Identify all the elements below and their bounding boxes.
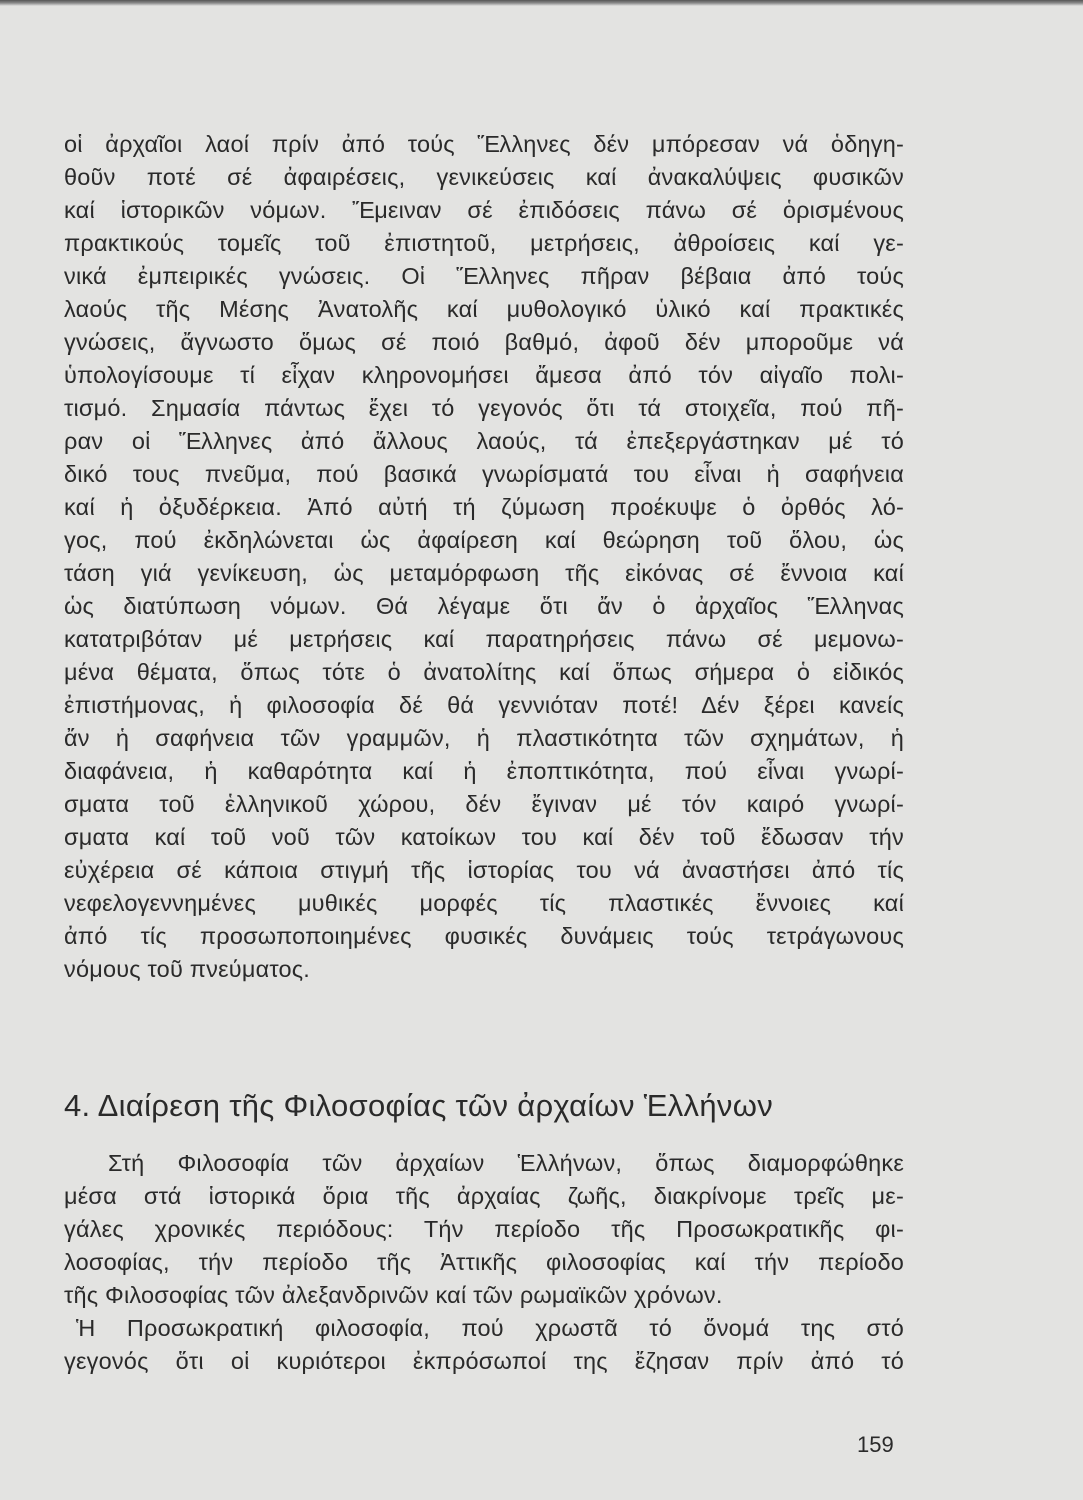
- text-line: οἱ ἀρχαῖοι λαοί πρίν ἀπό τούς Ἕλληνες δέν μπόρεσαν νά ὁδηγη-: [64, 131, 904, 157]
- scan-top-edge: [0, 0, 1083, 6]
- text-line: θοῦν ποτέ σέ ἀφαιρέσεις, γενικεύσεις καί ἀνακαλύψεις φυσικῶν: [64, 164, 904, 190]
- text-line: νικά ἐμπειρικές γνώσεις. Οἱ Ἕλληνες πῆραν βέβαια ἀπό τούς: [64, 263, 904, 289]
- text-line: ἐπιστήμονας, ἡ φιλοσοφία δέ θά γεννιόταν ποτέ! Δέν ξέρει κανείς: [64, 692, 904, 718]
- text-line: δικό τους πνεῦμα, πού βασικά γνωρίσματά του εἶναι ἡ σαφήνεια: [64, 461, 904, 487]
- text-line: καί ἱστορικῶν νόμων. Ἔμειναν σέ ἐπιδόσεις πάνω σέ ὁρισμένους: [64, 197, 904, 223]
- text-line: νεφελογεννημένες μυθικές μορφές τίς πλαστικές ἔννοιες καί: [64, 890, 904, 916]
- text-line: γάλες χρονικές περιόδους: Τήν περίοδο τῆς Προσωκρατικῆς φι-: [64, 1216, 904, 1242]
- text-line: Στή Φιλοσοφία τῶν ἀρχαίων Ἑλλήνων, ὅπως διαμορφώθηκε: [108, 1150, 904, 1176]
- text-line: ραν οἱ Ἕλληνες ἀπό ἄλλους λαούς, τά ἐπεξεργάστηκαν μέ τό: [64, 428, 904, 454]
- page-number: 159: [857, 1432, 894, 1457]
- text-line: ἄν ἡ σαφήνεια τῶν γραμμῶν, ἡ πλαστικότητα τῶν σχημάτων, ἡ: [64, 725, 904, 751]
- section-heading: 4. Διαίρεση τῆς Φιλοσοφίας τῶν ἀρχαίων Ἑλλήνων: [64, 1088, 773, 1123]
- text-line: ὑπολογίσουμε τί εἶχαν κληρονομήσει ἄμεσα ἀπό τόν αἰγαῖο πολι-: [64, 362, 904, 388]
- text-line: Ἡ Προσωκρατική φιλοσοφία, πού χρωστᾶ τό ὄνομά της στό: [76, 1315, 904, 1341]
- text-line: καί ἡ ὀξυδέρκεια. Ἀπό αὐτή τή ζύμωση προέκυψε ὁ ὀρθός λό-: [64, 494, 904, 520]
- text-line: κατατριβόταν μέ μετρήσεις καί παρατηρήσεις πάνω σέ μεμονω-: [64, 626, 904, 652]
- text-line: πρακτικούς τομεῖς τοῦ ἐπιστητοῦ, μετρήσεις, ἀθροίσεις καί γε-: [64, 230, 904, 256]
- text-line: γεγονός ὅτι οἱ κυριότεροι ἐκπρόσωποί της ἔζησαν πρίν ἀπό τό: [64, 1348, 904, 1374]
- text-line: λαούς τῆς Μέσης Ἀνατολῆς καί μυθολογικό ὑλικό καί πρακτικές: [64, 296, 904, 322]
- text-line: τισμό. Σημασία πάντως ἔχει τό γεγονός ὅτι τά στοιχεῖα, πού πῆ-: [64, 395, 904, 421]
- text-line: σματα τοῦ ἑλληνικοῦ χώρου, δέν ἔγιναν μέ τόν καιρό γνωρί-: [64, 791, 904, 817]
- text-line: ὡς διατύπωση νόμων. Θά λέγαμε ὅτι ἄν ὁ ἀρχαῖος Ἕλληνας: [64, 593, 904, 619]
- text-line: γος, πού ἐκδηλώνεται ὡς ἀφαίρεση καί θεώρηση τοῦ ὅλου, ὡς: [64, 527, 904, 553]
- text-line: τάση γιά γενίκευση, ὡς μεταμόρφωση τῆς εἰκόνας σέ ἔννοια καί: [64, 560, 904, 586]
- text-line: μέσα στά ἱστορικά ὅρια τῆς ἀρχαίας ζωῆς, διακρίνομε τρεῖς με-: [64, 1183, 904, 1209]
- text-line: εὐχέρεια σέ κάποια στιγμή τῆς ἱστορίας του νά ἀναστήσει ἀπό τίς: [64, 857, 904, 883]
- text-line: λοσοφίας, τήν περίοδο τῆς Ἀττικῆς φιλοσοφίας καί τήν περίοδο: [64, 1249, 904, 1275]
- text-line: μένα θέματα, ὅπως τότε ὁ ἀνατολίτης καί ὅπως σήμερα ὁ εἰδικός: [64, 659, 904, 685]
- text-line: σματα καί τοῦ νοῦ τῶν κατοίκων του καί δέν τοῦ ἔδωσαν τήν: [64, 824, 904, 850]
- text-line: ἀπό τίς προσωποποιημένες φυσικές δυνάμεις τούς τετράγωνους: [64, 923, 904, 949]
- text-line: τῆς Φιλοσοφίας τῶν ἀλεξανδρινῶν καί τῶν ρωμαϊκῶν χρόνων.: [64, 1282, 723, 1308]
- text-line: γνώσεις, ἄγνωστο ὅμως σέ ποιό βαθμό, ἀφοῦ δέν μποροῦμε νά: [64, 329, 904, 355]
- text-line: διαφάνεια, ἡ καθαρότητα καί ἡ ἐποπτικότητα, πού εἶναι γνωρί-: [64, 758, 904, 784]
- text-line: νόμους τοῦ πνεύματος.: [64, 956, 311, 982]
